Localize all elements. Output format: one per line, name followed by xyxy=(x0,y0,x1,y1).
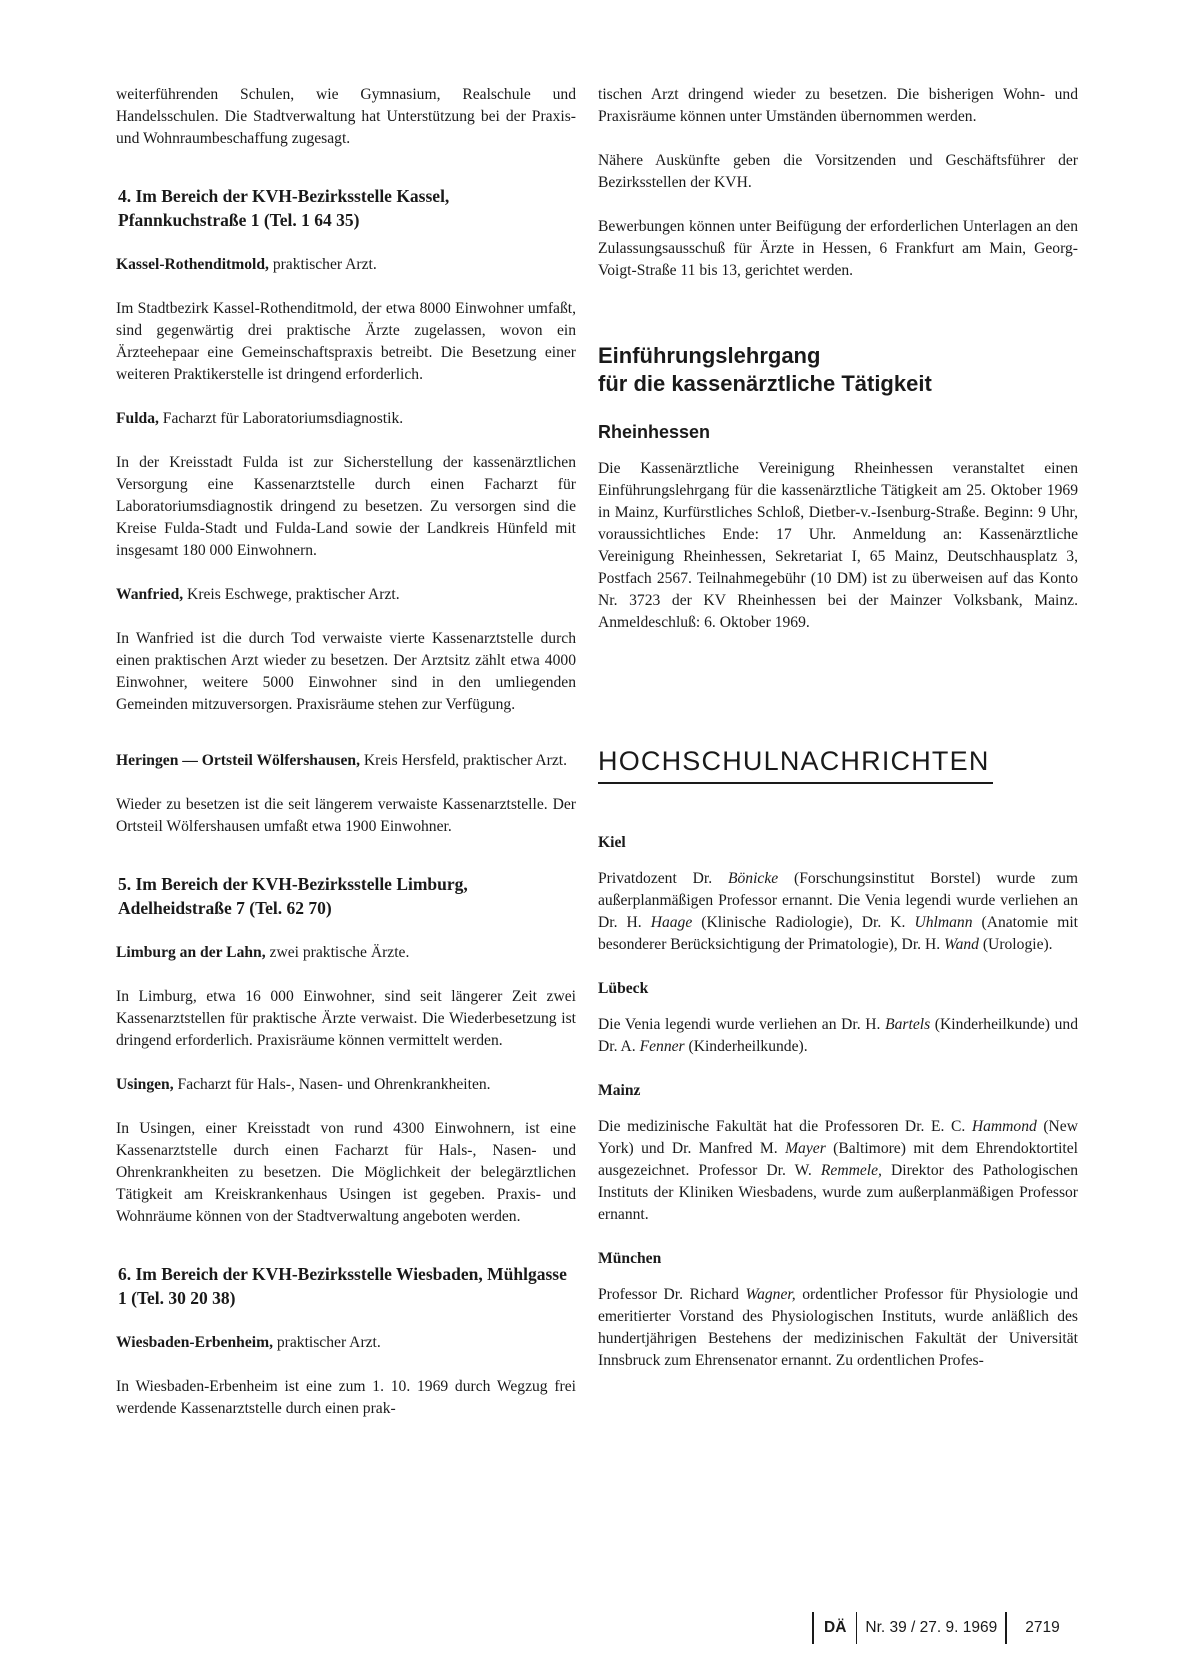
entry-kassel-title: Kassel-Rothenditmold, praktischer Arzt. xyxy=(116,256,377,273)
entry-wanfried-text: In Wanfried ist die durch Tod verwaiste vierte Kassenarztstelle durch einen praktischen Arzt wieder zu besetzen. Der Arztsitz zählt etwa 4000 Einwohner, weitere 5000 Einwohner sind in den umliegenden Gemeinden mitzuversorgen. Praxisräume stehen zur Verfügung. xyxy=(116,630,576,713)
mainz-text: Die medizinische Fakultät hat die Professoren Dr. E. C. Hammond (New York) und Dr. Manfred M. Mayer (Baltimore) mit dem Ehrendoktortitel ausgezeichnet. Professor Dr. W. Remmele, Direktor des Pathologischen Instituts der Kliniken Wiesbadens, wurde zum außerplanmäßigen Professor ernannt. xyxy=(598,1118,1078,1223)
entry-wanfried-title: Wanfried, Kreis Eschwege, praktischer Arzt. xyxy=(116,586,400,603)
intro-paragraph: weiterführenden Schulen, wie Gymnasium, Realschule und Handelsschulen. Die Stadtverwaltung hat Unterstützung bei der Praxis- und Wohnraumbeschaffung zugesagt. xyxy=(116,86,576,147)
page-footer xyxy=(812,1612,1060,1644)
city-mainz: Mainz xyxy=(598,1082,641,1099)
entry-fulda-title: Fulda, Facharzt für Laboratoriumsdiagnostik. xyxy=(116,410,404,427)
page-number: 2719 xyxy=(1025,1619,1060,1636)
entry-wiesbaden-text: In Wiesbaden-Erbenheim ist eine zum 1. 10. 1969 durch Wegzug frei werdende Kassenarztstelle durch einen prak- xyxy=(116,1378,576,1417)
city-luebeck: Lübeck xyxy=(598,980,649,997)
section-4-heading: 4. Im Bereich der KVH-Bezirksstelle Kassel, Pfannkuchstraße 1 (Tel. 1 64 35) xyxy=(118,186,450,230)
muenchen-text: Professor Dr. Richard Wagner, ordentlicher Professor für Physiologie und emeritierter Vorstand des Physiologischen Instituts, wurde anläßlich des hundertjährigen Bestehens der medizinischen Fakultät der Universität Innsbruck zum Ehrensenator ernannt. Zu ordentlichen Profes- xyxy=(598,1286,1078,1369)
hochschul-title: HOCHSCHULNACHRICHTEN xyxy=(598,744,993,784)
entry-limburg-title: Limburg an der Lahn, zwei praktische Ärzte. xyxy=(116,944,410,961)
journal-abbrev: DÄ xyxy=(814,1612,857,1644)
right-column xyxy=(598,84,1078,1372)
entry-kassel-text: Im Stadtbezirk Kassel-Rothenditmold, der etwa 8000 Einwohner umfaßt, sind gegenwärtig drei praktische Ärzte zugelassen, wovon ein Ärzteehepaar eine Gemeinschaftspraxis betreibt. Die Besetzung einer weiteren Praktikerstelle ist dringend erforderlich. xyxy=(116,300,576,383)
entry-limburg-text: In Limburg, etwa 16 000 Einwohner, sind seit längerer Zeit zwei Kassenarztstellen für praktische Ärzte verwaist. Die Wiederbesetzung ist dringend erforderlich. Praxisräume können vermittelt werden. xyxy=(116,988,576,1049)
course-heading: Einführungslehrgang für die kassenärztliche Tätigkeit xyxy=(598,343,932,396)
journal-box xyxy=(812,1612,1007,1644)
application-paragraph: Bewerbungen können unter Beifügung der erforderlichen Unterlagen an den Zulassungsausschuß für Ärzte in Hessen, 6 Frankfurt am Main, Georg-Voigt-Straße 11 bis 13, gerichtet werden. xyxy=(598,218,1078,279)
entry-usingen-text: In Usingen, einer Kreisstadt von rund 4300 Einwohnern, ist eine Kassenarztstelle durch einen Facharzt für Hals-, Nasen- und Ohrenkrankheiten zu besetzen. Die Möglichkeit der belegärztlichen Tätigkeit am Kreiskrankenhaus Usingen ist gegeben. Praxis- und Wohnräume können von der Stadtverwaltung angeboten werden. xyxy=(116,1120,576,1225)
entry-heringen-title: Heringen — Ortsteil Wölfershausen, Kreis Hersfeld, praktischer Arzt. xyxy=(116,752,567,769)
entry-wiesbaden-title: Wiesbaden-Erbenheim, praktischer Arzt. xyxy=(116,1334,381,1351)
entry-heringen-text: Wieder zu besetzen ist die seit längerem verwaiste Kassenarztstelle. Der Ortsteil Wölfershausen umfaßt etwa 1900 Einwohner. xyxy=(116,796,576,835)
course-subheading: Rheinhessen xyxy=(598,422,711,442)
city-muenchen: München xyxy=(598,1250,662,1267)
city-kiel: Kiel xyxy=(598,834,626,851)
section-5-heading: 5. Im Bereich der KVH-Bezirksstelle Limburg, Adelheidstraße 7 (Tel. 62 70) xyxy=(118,874,468,918)
info-paragraph: Nähere Auskünfte geben die Vorsitzenden und Geschäftsführer der Bezirksstellen der KVH. xyxy=(598,152,1078,191)
luebeck-text: Die Venia legendi wurde verliehen an Dr. H. Bartels (Kinderheilkunde) und Dr. A. Fenner (Kinderheilkunde). xyxy=(598,1016,1078,1055)
entry-fulda-text: In der Kreisstadt Fulda ist zur Sicherstellung der kassenärztlichen Versorgung eine Kassenarztstelle durch einen Facharzt für Laboratoriumsdiagnostik dringend zu besetzen. Zu versorgen sind die Kreise Fulda-Stadt und Fulda-Land sowie der Landkreis Hünfeld mit insgesamt 180 000 Einwohnern. xyxy=(116,454,576,559)
issue-date: Nr. 39 / 27. 9. 1969 xyxy=(865,1619,998,1636)
kiel-text: Privatdozent Dr. Bönicke (Forschungsinstitut Borstel) wurde zum außerplanmäßigen Professor ernannt. Die Venia legendi wurde verliehen an Dr. H. Haage (Klinische Radiologie), Dr. K. Uhlmann (Anatomie mit besonderer Berücksichtigung der Primatologie), Dr. H. Wand (Urologie). xyxy=(598,870,1079,953)
continuation-paragraph: tischen Arzt dringend wieder zu besetzen. Die bisherigen Wohn- und Praxisräume können unter Umständen übernommen werden. xyxy=(598,86,1078,125)
section-6-heading: 6. Im Bereich der KVH-Bezirksstelle Wiesbaden, Mühlgasse 1 (Tel. 30 20 38) xyxy=(118,1264,567,1308)
entry-usingen-title: Usingen, Facharzt für Hals-, Nasen- und Ohrenkrankheiten. xyxy=(116,1076,491,1093)
course-text: Die Kassenärztliche Vereinigung Rheinhessen veranstaltet einen Einführungslehrgang für die kassenärztliche Tätigkeit am 25. Oktober 1969 in Mainz, Kurfürstliches Schloß, Dietber-v.-Isenburg-Straße. Beginn: 9 Uhr, voraussichtliches Ende: 17 Uhr. Anmeldung an: Kassenärztliche Vereinigung Rheinhessen, Sekretariat I, 65 Mainz, Deutschhausplatz 3, Postfach 2567. Teilnahmegebühr (10 DM) ist zu überweisen auf das Konto Nr. 3723 der KV Rheinhessen bei der Mainzer Volksbank, Mainz. Anmeldeschluß: 6. Oktober 1969. xyxy=(598,460,1078,631)
left-column xyxy=(116,84,576,1420)
